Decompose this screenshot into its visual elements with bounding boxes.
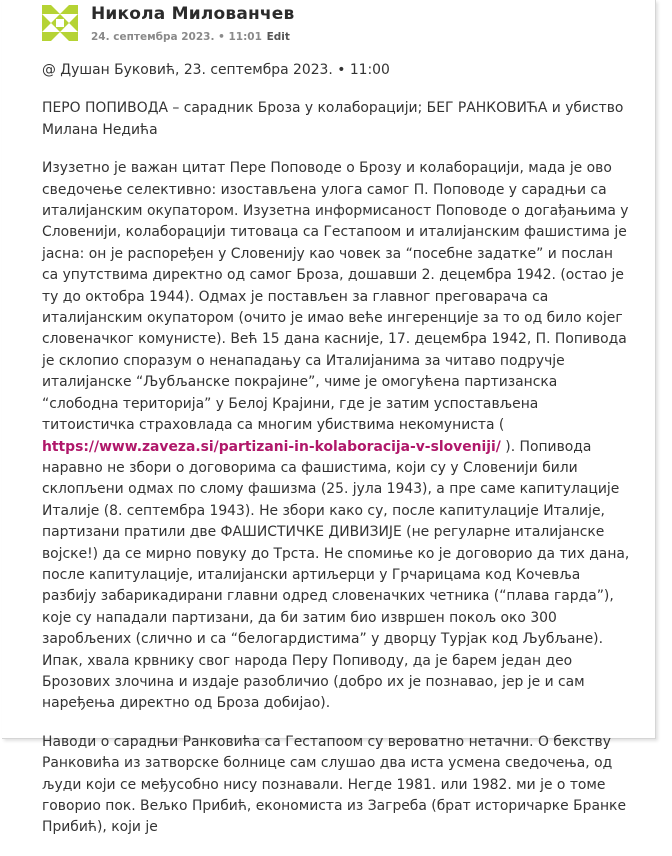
comment-date[interactable]: 24. септембра 2023. — [91, 31, 215, 43]
comment-body — [42, 60, 632, 856]
edit-link[interactable]: Edit — [266, 31, 290, 43]
comment-paragraph — [42, 158, 632, 715]
comment-paragraph: Наводи о сарадњи Ранковића са Гестапоом су вероватно нетачни. О бекству Ранковића из затворске болнице сам слушао два иста усмена сведочења, од људи који се међусобно нису познавали. Негде 1981. или 1982. ми је о томе говорио пок. Вељко Прибић, економиста из Загреба (брат историчарке Бранке Прибић), који је — [42, 733, 626, 836]
paragraph-text: ). Попивода наравно не збори о договорима са фашистима, који су у Словенији били склопљени одмах по слому фашизма (25. јула 1943), а пре саме капитулације Италије (8. септембра 1943). Не збори како су, после капитулације Италије, партизани пратили две ФАШИСТИЧКЕ ДИВИЗИЈЕ (не регуларне италијанске војске!) да се мирно повуку до Трста. Не спомиње ко је договорио да тих дана, после капитулације, италијански артиљерци у Грчарицама код Кочевља разбију забарикадирани главни одред словеначких четника (“плава гарда”), које су нападали партизани, да би затим био извршен покољ око 300 заробљених (слично и са “белогардистима” у дворцу Турјак код Љубљане). Ипак, хвала крвнику свог народа Перу Попиводу, да је барем један део Брозових злочина и издаје разобличио (добро их је познавао, јер је и сам наређења директно од Броза добијао). — [42, 438, 630, 712]
identicon-avatar-image — [41, 4, 79, 42]
paragraph-text: Изузетно је важан цитат Пере Поповоде о Брозу и колаборацији, мада је ово сведочење селективно: изостављена улога самог П. Поповоде у сарадњи са италијанским окупатором. Изузетна информисаност Поповоде о догађањима у Словенији, колаборацији титоваца са Гестапоом и италијанским фашистима је јасна: он је распоређен у Словенију као човек за “посебне задатке” и послан са упутствима директно од самог Броза, дошавши 2. децембра 1942. (остао је ту до октобра 1944). Одмах је постављен за главног преговарача са италијанским окупатором (очито је имао веће ингеренције за то од било којег словеначког комунисте). Већ 15 дана касније, 17. децембра 1942, П. Попивода је склопио споразум о ненападању са Италијанима за читаво подручје италијанске “Љубљанске покрајине”, чиме је омогућена партизанска “слободна територија” у Белој Крајини, где је затим успостављена титоистичка страховлада са многим убиствима некомуниста ( — [42, 160, 629, 434]
comment-heading: ПЕРО ПОПИВОДА – сарадник Броза у колаборацији; БЕГ РАНКОВИЋА и убиство Милана Недића — [42, 100, 624, 138]
zaveza-link[interactable]: https://www.zaveza.si/partizani-in-kolaboracija-v-sloveniji/ — [42, 438, 501, 455]
comment-meta — [91, 31, 290, 43]
comment-time[interactable]: 11:01 — [228, 31, 262, 43]
avatar[interactable] — [41, 4, 79, 42]
reply-reference: @ Душан Буковић, 23. септембра 2023. • 11:00 — [42, 62, 390, 78]
comment-author[interactable]: Никола Милованчев — [91, 4, 295, 24]
meta-separator: • — [218, 31, 225, 43]
comment-card — [2, 0, 656, 836]
